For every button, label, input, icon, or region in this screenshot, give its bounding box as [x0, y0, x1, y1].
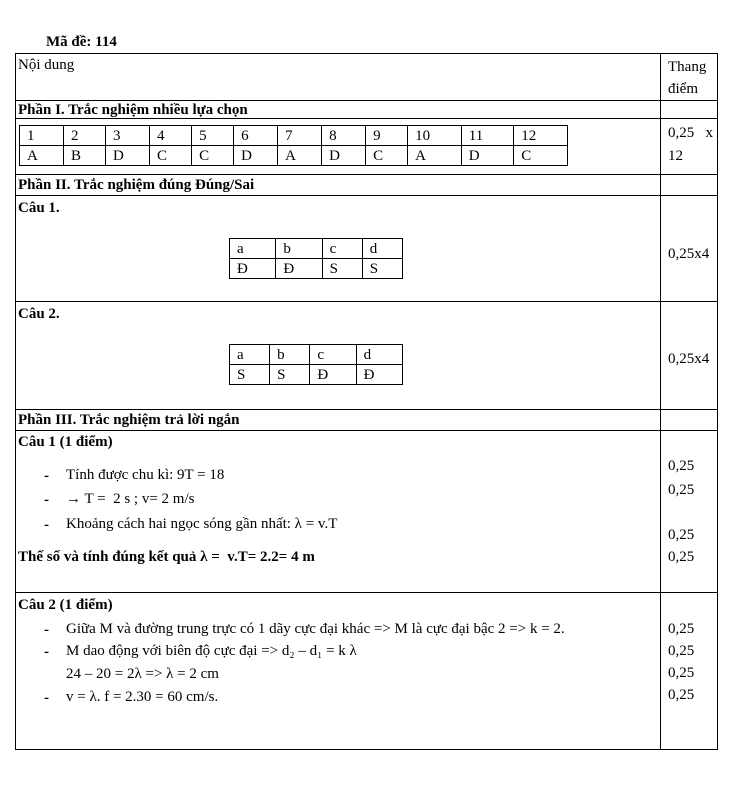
part3-q1-step2: → T = 2 s ; v= 2 m/s	[66, 491, 195, 507]
part1-number-row	[20, 126, 568, 146]
answer-cell: C	[150, 146, 192, 166]
part1-title: Phần I. Trắc nghiệm nhiều lựa chọn	[18, 102, 248, 118]
true-false-answer: Đ	[276, 259, 322, 279]
true-false-answer: Đ	[230, 259, 276, 279]
part3-q2-step1: Giữa M và đường trung trực có 1 dãy cực đại khác => M là cực đại bậc 2 => k = 2.	[66, 621, 565, 637]
row-divider	[15, 430, 718, 431]
score-value: 0,25	[668, 643, 695, 659]
grid-header-row	[230, 239, 403, 259]
part3-title: Phần III. Trắc nghiệm trả lời ngắn	[18, 412, 240, 428]
statement-letter: a	[230, 239, 276, 259]
part2-title: Phần II. Trắc nghiệm đúng Đúng/Sai	[18, 177, 255, 193]
true-false-answer: Đ	[310, 365, 356, 385]
question-number: 3	[106, 126, 150, 146]
part1-score: 0,25 x	[668, 125, 713, 141]
grid-header-row	[230, 345, 403, 365]
question-number: 1	[20, 126, 64, 146]
row-divider	[15, 409, 718, 410]
grid-answer-row	[230, 259, 403, 279]
part2-q1-label: Câu 1.	[18, 200, 60, 216]
statement-letter: c	[310, 345, 356, 365]
exam-code: Mã đề: 114	[46, 34, 117, 50]
column-divider	[660, 53, 661, 750]
score-value: 0,25	[668, 527, 695, 543]
true-false-answer: S	[322, 259, 362, 279]
answer-cell: D	[461, 146, 513, 166]
true-false-answer: S	[270, 365, 310, 385]
part3-q2-label: Câu 2 (1 điểm)	[18, 597, 113, 613]
part3-q1-step1: Tính được chu kì: 9T = 18	[66, 467, 225, 483]
statement-letter: d	[356, 345, 402, 365]
answer-cell: A	[278, 146, 322, 166]
bullet-dash: -	[44, 644, 49, 660]
question-number: 7	[278, 126, 322, 146]
answer-cell: A	[20, 146, 64, 166]
row-divider	[15, 195, 718, 196]
row-divider	[15, 174, 718, 175]
score-value: 0,25	[668, 621, 695, 637]
part2-q1-score: 0,25x4	[668, 246, 710, 262]
answer-cell: D	[234, 146, 278, 166]
question-number: 5	[192, 126, 234, 146]
question-number: 9	[366, 126, 408, 146]
part3-q1-label: Câu 1 (1 điểm)	[18, 434, 113, 450]
score-value: 0,25	[668, 687, 695, 703]
score-value: 0,25	[668, 665, 695, 681]
part3-q2-step2: M dao động với biên độ cực đại => d₂ – d₁ = k λ	[66, 643, 357, 659]
part3-q2-step4: v = λ. f = 2.30 = 60 cm/s.	[66, 689, 219, 705]
answer-cell: A	[408, 146, 462, 166]
answer-cell: C	[514, 146, 568, 166]
answer-cell: D	[322, 146, 366, 166]
part2-q2-label: Câu 2.	[18, 306, 60, 322]
bullet-dash: -	[44, 622, 49, 638]
part2-q2-score: 0,25x4	[668, 351, 710, 367]
part3-q2-step3: 24 – 20 = 2λ => λ = 2 cm	[66, 666, 219, 682]
bullet-dash: -	[44, 492, 49, 508]
question-number: 8	[322, 126, 366, 146]
part1-score-count: 12	[668, 148, 683, 164]
grid-answer-row	[230, 365, 403, 385]
statement-letter: b	[270, 345, 310, 365]
part2-q1-grid	[229, 238, 403, 279]
content-column-header: Nội dung	[18, 57, 75, 73]
question-number: 12	[514, 126, 568, 146]
score-column-header: Thang điểm	[668, 59, 707, 97]
row-divider	[15, 301, 718, 302]
true-false-answer: S	[362, 259, 402, 279]
answer-cell: C	[366, 146, 408, 166]
score-value: 0,25	[668, 549, 695, 565]
part1-answer-grid	[19, 125, 568, 166]
statement-letter: c	[322, 239, 362, 259]
statement-letter: d	[362, 239, 402, 259]
question-number: 6	[234, 126, 278, 146]
true-false-answer: S	[230, 365, 270, 385]
bullet-dash: -	[44, 517, 49, 533]
row-divider	[15, 592, 718, 593]
part1-answer-row	[20, 146, 568, 166]
answer-cell: D	[106, 146, 150, 166]
true-false-answer: Đ	[356, 365, 402, 385]
question-number: 10	[408, 126, 462, 146]
question-number: 4	[150, 126, 192, 146]
answer-cell: B	[63, 146, 105, 166]
statement-letter: b	[276, 239, 322, 259]
question-number: 2	[63, 126, 105, 146]
bullet-dash: -	[44, 468, 49, 484]
statement-letter: a	[230, 345, 270, 365]
score-value: 0,25	[668, 482, 695, 498]
bullet-dash: -	[44, 690, 49, 706]
part3-q1-step3: Khoảng cách hai ngọc sóng gần nhất: λ = v.T	[66, 516, 338, 532]
part2-q2-grid	[229, 344, 403, 385]
score-value: 0,25	[668, 458, 695, 474]
question-number: 11	[461, 126, 513, 146]
answer-cell: C	[192, 146, 234, 166]
part3-q1-result: Thế số và tính đúng kết quả λ = v.T= 2.2= 4 m	[18, 549, 315, 565]
